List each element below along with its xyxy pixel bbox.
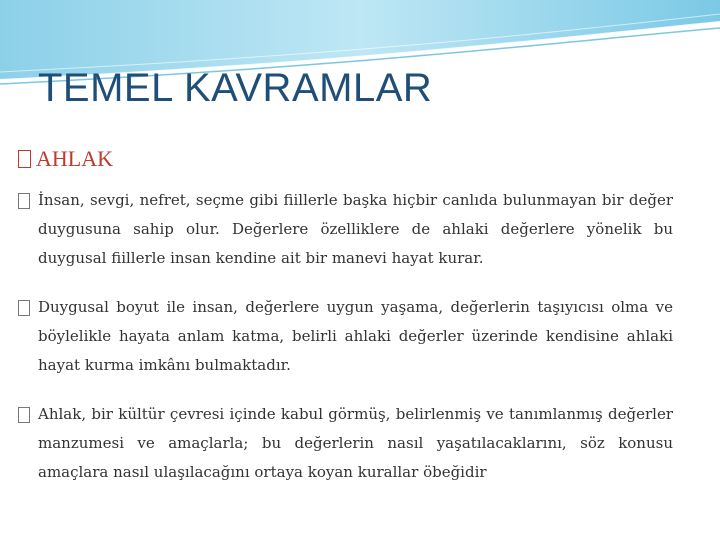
bullet-text: İnsan, sevgi, nefret, seçme gibi fiillerle başka hiçbir canlıda bulunmayan bir değer duygusuna sahip olur. Değerlere özelliklere de ahlaki değerlere yönelik bu duygusal fiillerle insan kendine ait bir manevi hayat kurar. (38, 191, 673, 267)
bullet-item-3 (18, 400, 673, 487)
heading-bullet (18, 150, 31, 168)
bullet-text: Ahlak, bir kültür çevresi içinde kabul görmüş, belirlenmiş ve tanımlanmış değerler manzumesi ve amaçlarla; bu değerlerin nasıl yaşatılacaklarını, söz konusu amaçlara nasıl ulaşılacağını ortaya koyan kurallar öbeğidir (38, 405, 673, 481)
bullet-list (18, 186, 673, 487)
slide-title: TEMEL KAVRAMLAR (38, 66, 433, 110)
bullet-marker-icon (18, 300, 30, 316)
heading-text: AHLAK (36, 146, 113, 171)
bullet-text: Duygusal boyut ile insan, değerlere uygun yaşama, değerlerin taşıyıcısı olma ve böylelikle hayata anlam katma, belirli ahlaki değerler üzerinde kendisine ahlaki hayat kurma imkânı bulmaktadır. (38, 298, 673, 374)
section-heading (18, 146, 113, 172)
bullet-item-1 (18, 186, 673, 273)
bullet-marker-icon (18, 407, 30, 423)
bullet-item-2 (18, 293, 673, 380)
bullet-marker-icon (18, 193, 30, 209)
